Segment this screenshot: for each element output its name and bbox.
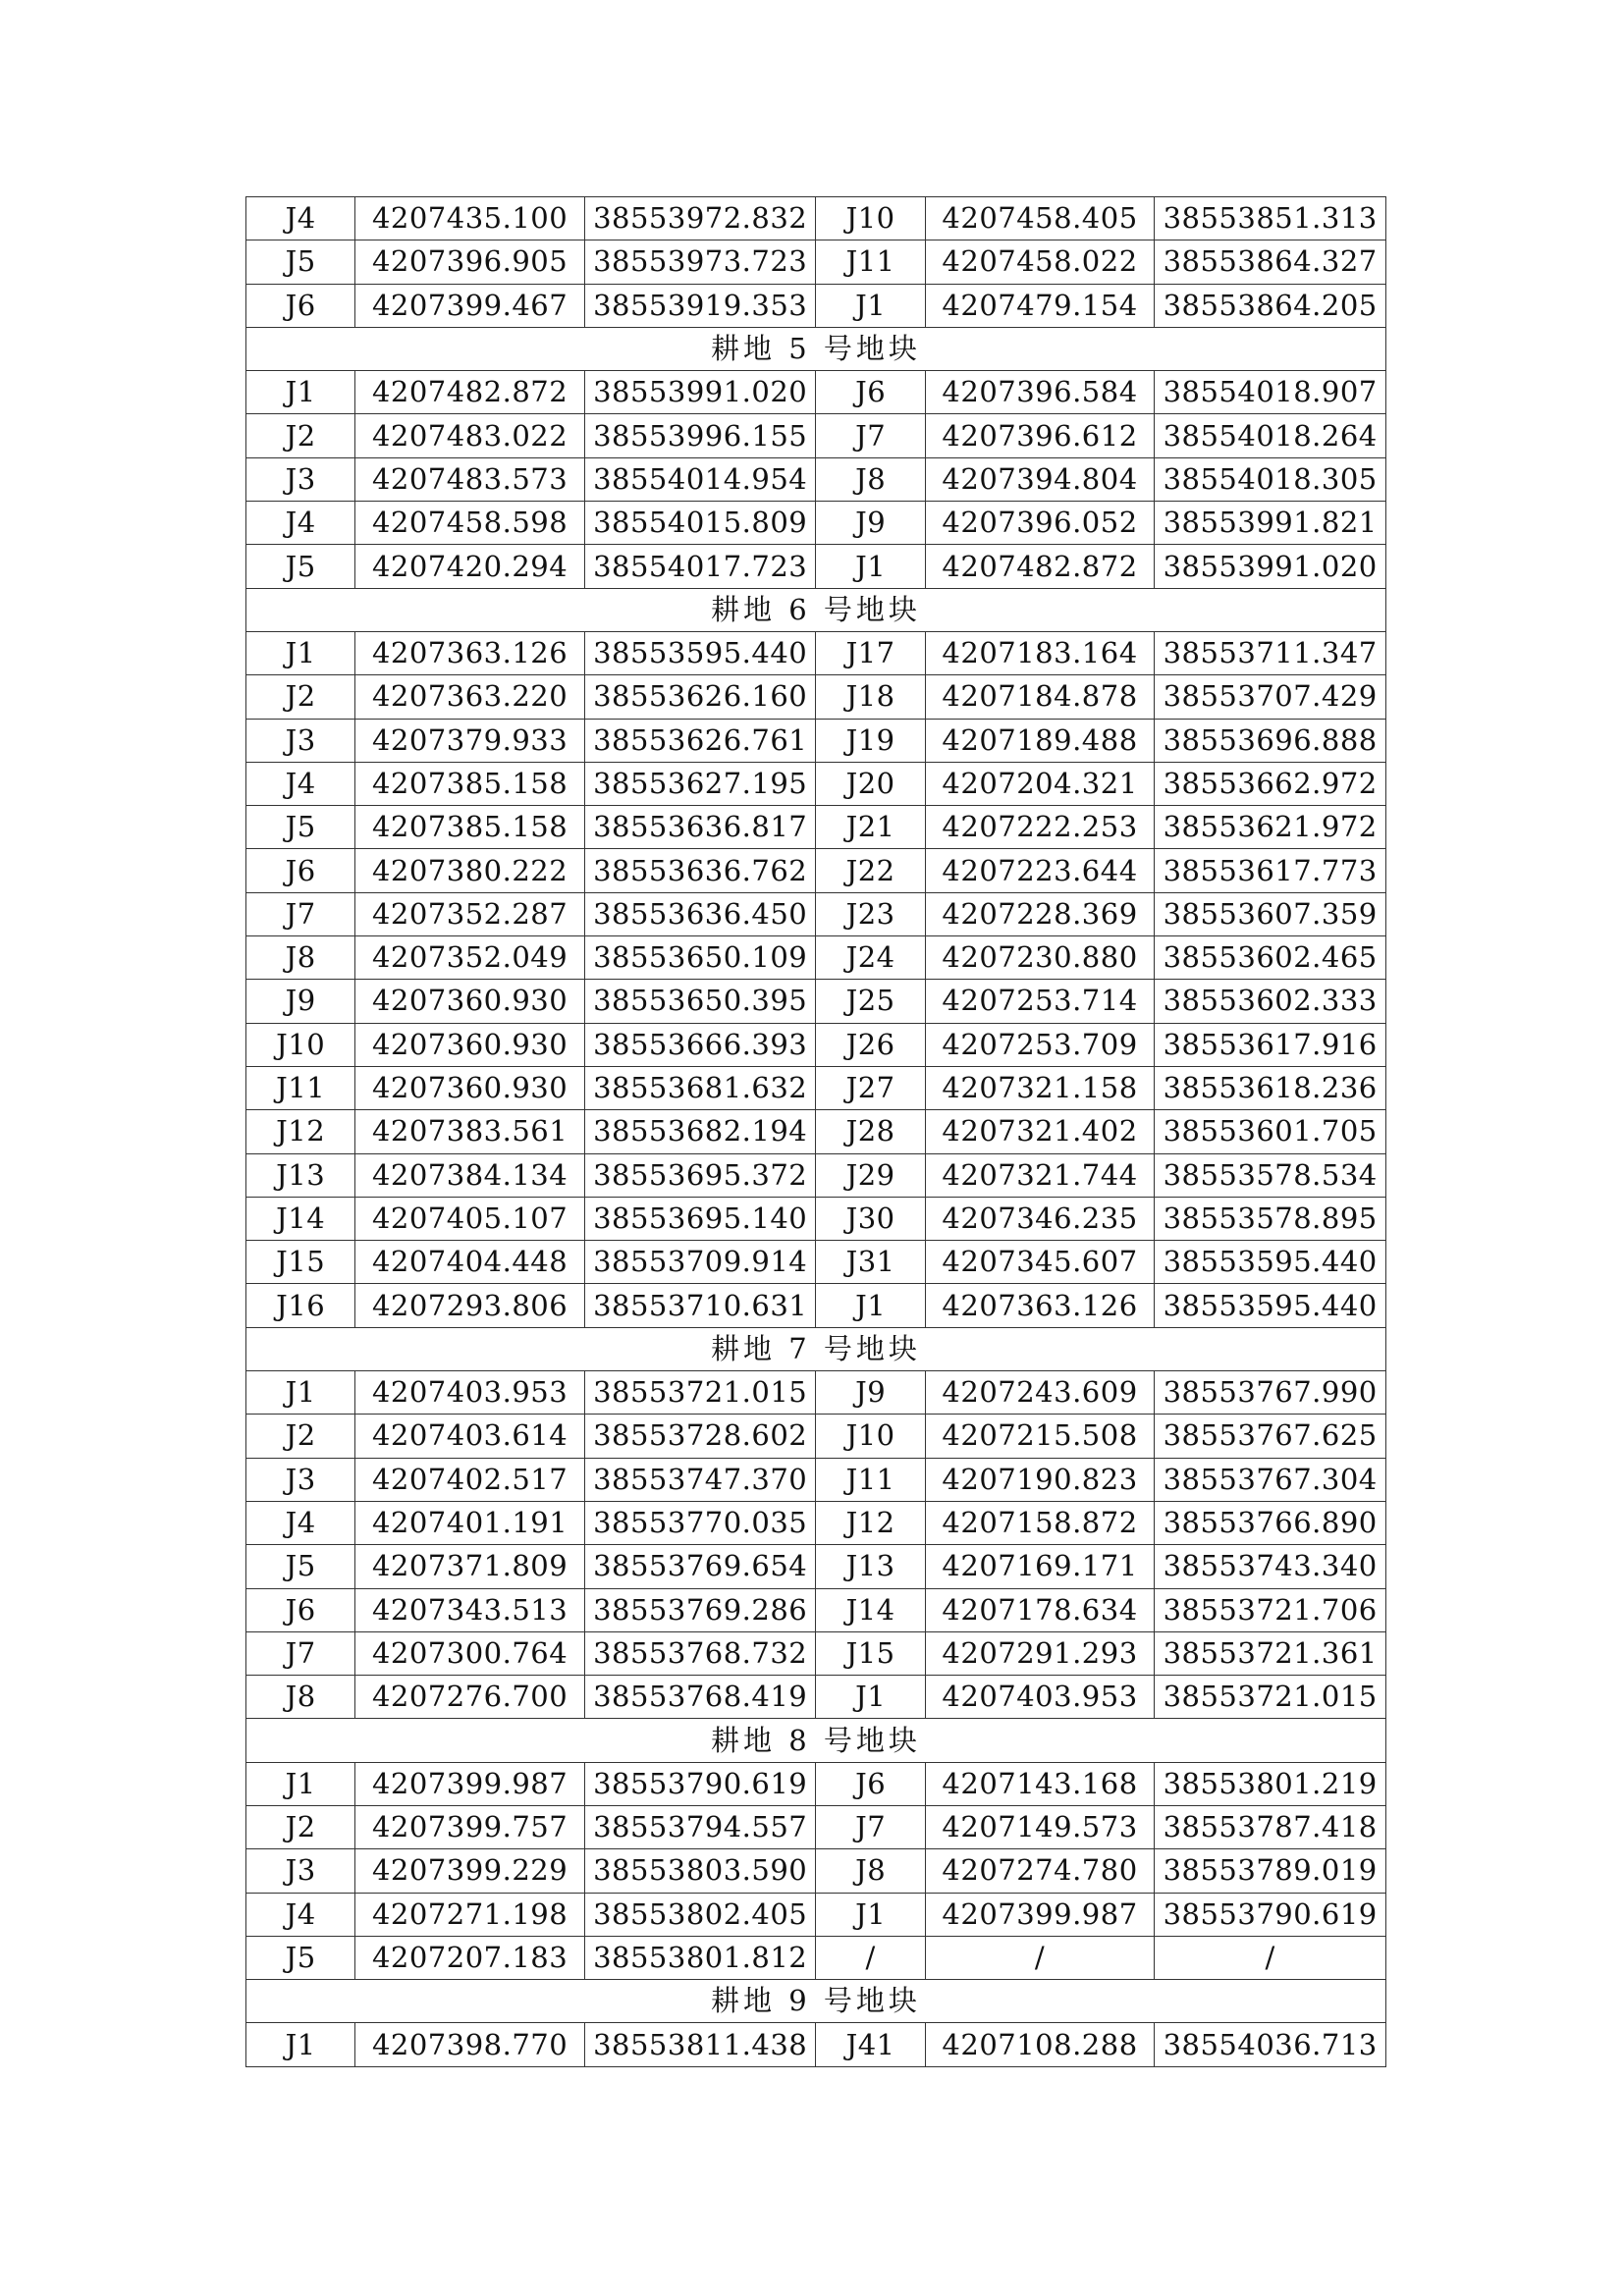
y-coordinate-cell: 38553595.440	[1155, 1284, 1386, 1327]
point-id-cell: J24	[816, 936, 925, 980]
y-coordinate-cell: 38553768.419	[584, 1676, 816, 1719]
y-coordinate-cell: 38553662.972	[1155, 762, 1386, 805]
table-row	[246, 2023, 1386, 2066]
point-id-cell: J27	[816, 1066, 925, 1109]
section-title: 耕地 9 号地块	[246, 1980, 1386, 2023]
y-coordinate-cell: 38553721.706	[1155, 1588, 1386, 1631]
point-id-cell: J30	[816, 1197, 925, 1240]
x-coordinate-cell: 4207360.930	[355, 1023, 585, 1066]
point-id-cell: J28	[816, 1110, 925, 1153]
y-coordinate-cell: 38553802.405	[584, 1893, 816, 1936]
point-id-cell: J13	[816, 1545, 925, 1588]
table-row	[246, 284, 1386, 327]
x-coordinate-cell: 4207371.809	[355, 1545, 585, 1588]
x-coordinate-cell: 4207396.052	[925, 502, 1155, 545]
x-coordinate-cell: 4207178.634	[925, 1588, 1155, 1631]
table-row	[246, 806, 1386, 849]
x-coordinate-cell: 4207183.164	[925, 631, 1155, 674]
table-row	[246, 1153, 1386, 1197]
y-coordinate-cell: 38553972.832	[584, 197, 816, 240]
x-coordinate-cell: 4207396.905	[355, 240, 585, 284]
point-id-cell: J10	[246, 1023, 355, 1066]
point-id-cell: J6	[246, 849, 355, 892]
y-coordinate-cell: 38554017.723	[584, 545, 816, 588]
point-id-cell: J41	[816, 2023, 925, 2066]
y-coordinate-cell: 38553794.557	[584, 1805, 816, 1848]
table-row	[246, 719, 1386, 762]
y-coordinate-cell: 38553991.020	[1155, 545, 1386, 588]
y-coordinate-cell: 38553636.817	[584, 806, 816, 849]
x-coordinate-cell: 4207403.953	[355, 1371, 585, 1415]
point-id-cell: J7	[816, 414, 925, 457]
point-id-cell: J14	[816, 1588, 925, 1631]
x-coordinate-cell: 4207458.598	[355, 502, 585, 545]
y-coordinate-cell: 38553650.395	[584, 980, 816, 1023]
point-id-cell: J14	[246, 1197, 355, 1240]
y-coordinate-cell: 38553767.625	[1155, 1415, 1386, 1458]
point-id-cell: J21	[816, 806, 925, 849]
y-coordinate-cell: 38553682.194	[584, 1110, 816, 1153]
point-id-cell: J4	[246, 762, 355, 805]
y-coordinate-cell: 38553991.020	[584, 371, 816, 414]
point-id-cell: J17	[816, 631, 925, 674]
x-coordinate-cell: 4207383.561	[355, 1110, 585, 1153]
table-row	[246, 240, 1386, 284]
point-id-cell: J1	[246, 1762, 355, 1805]
x-coordinate-cell: 4207223.644	[925, 849, 1155, 892]
x-coordinate-cell: 4207230.880	[925, 936, 1155, 980]
table-row	[246, 1066, 1386, 1109]
point-id-cell: J22	[816, 849, 925, 892]
x-coordinate-cell: 4207215.508	[925, 1415, 1155, 1458]
point-id-cell: J3	[246, 457, 355, 501]
section-header-row	[246, 588, 1386, 631]
x-coordinate-cell: 4207360.930	[355, 1066, 585, 1109]
x-coordinate-cell: 4207271.198	[355, 1893, 585, 1936]
point-id-cell: J16	[246, 1284, 355, 1327]
point-id-cell: J1	[816, 1284, 925, 1327]
y-coordinate-cell: 38553769.654	[584, 1545, 816, 1588]
y-coordinate-cell: 38553578.534	[1155, 1153, 1386, 1197]
y-coordinate-cell: 38553789.019	[1155, 1849, 1386, 1893]
point-id-cell: J4	[246, 197, 355, 240]
y-coordinate-cell: 38553602.465	[1155, 936, 1386, 980]
x-coordinate-cell: 4207300.764	[355, 1631, 585, 1675]
y-coordinate-cell: 38553728.602	[584, 1415, 816, 1458]
point-id-cell: J31	[816, 1241, 925, 1284]
y-coordinate-cell: 38553768.732	[584, 1631, 816, 1675]
point-id-cell: J11	[246, 1066, 355, 1109]
point-id-cell: J11	[816, 1458, 925, 1501]
x-coordinate-cell: 4207458.405	[925, 197, 1155, 240]
x-coordinate-cell: 4207399.757	[355, 1805, 585, 1848]
point-id-cell: J23	[816, 892, 925, 935]
y-coordinate-cell: 38553595.440	[1155, 1241, 1386, 1284]
y-coordinate-cell: 38553747.370	[584, 1458, 816, 1501]
y-coordinate-cell: 38553919.353	[584, 284, 816, 327]
table-row	[246, 1415, 1386, 1458]
table-row	[246, 1893, 1386, 1936]
x-coordinate-cell: 4207403.953	[925, 1676, 1155, 1719]
point-id-cell: J1	[816, 1676, 925, 1719]
x-coordinate-cell: /	[925, 1936, 1155, 1979]
y-coordinate-cell: 38553787.418	[1155, 1805, 1386, 1848]
y-coordinate-cell: 38554018.907	[1155, 371, 1386, 414]
point-id-cell: J5	[246, 806, 355, 849]
y-coordinate-cell: 38553864.327	[1155, 240, 1386, 284]
point-id-cell: J11	[816, 240, 925, 284]
x-coordinate-cell: 4207276.700	[355, 1676, 585, 1719]
point-id-cell: J26	[816, 1023, 925, 1066]
table-row	[246, 545, 1386, 588]
x-coordinate-cell: 4207394.804	[925, 457, 1155, 501]
y-coordinate-cell: 38553801.812	[584, 1936, 816, 1979]
point-id-cell: J1	[246, 2023, 355, 2066]
section-title: 耕地 8 号地块	[246, 1719, 1386, 1762]
y-coordinate-cell: 38553595.440	[584, 631, 816, 674]
point-id-cell: J6	[246, 284, 355, 327]
x-coordinate-cell: 4207293.806	[355, 1284, 585, 1327]
y-coordinate-cell: 38553601.705	[1155, 1110, 1386, 1153]
x-coordinate-cell: 4207399.229	[355, 1849, 585, 1893]
section-header-row	[246, 1327, 1386, 1370]
x-coordinate-cell: 4207405.107	[355, 1197, 585, 1240]
point-id-cell: J10	[816, 197, 925, 240]
x-coordinate-cell: 4207321.402	[925, 1110, 1155, 1153]
point-id-cell: J1	[816, 1893, 925, 1936]
section-header-row	[246, 327, 1386, 370]
point-id-cell: J2	[246, 1805, 355, 1848]
x-coordinate-cell: 4207384.134	[355, 1153, 585, 1197]
point-id-cell: J15	[816, 1631, 925, 1675]
table-row	[246, 1197, 1386, 1240]
point-id-cell: J9	[816, 502, 925, 545]
y-coordinate-cell: 38553636.762	[584, 849, 816, 892]
x-coordinate-cell: 4207458.022	[925, 240, 1155, 284]
y-coordinate-cell: 38553709.914	[584, 1241, 816, 1284]
y-coordinate-cell: 38553721.015	[584, 1371, 816, 1415]
y-coordinate-cell: 38553578.895	[1155, 1197, 1386, 1240]
table-row	[246, 1458, 1386, 1501]
point-id-cell: J6	[816, 1762, 925, 1805]
y-coordinate-cell: 38554014.954	[584, 457, 816, 501]
table-row	[246, 1023, 1386, 1066]
table-row	[246, 892, 1386, 935]
point-id-cell: J4	[246, 1893, 355, 1936]
coordinate-table-body	[246, 197, 1386, 2067]
x-coordinate-cell: 4207291.293	[925, 1631, 1155, 1675]
x-coordinate-cell: 4207169.171	[925, 1545, 1155, 1588]
table-row	[246, 1936, 1386, 1979]
y-coordinate-cell: 38553695.372	[584, 1153, 816, 1197]
point-id-cell: J2	[246, 414, 355, 457]
point-id-cell: J3	[246, 1849, 355, 1893]
table-row	[246, 1588, 1386, 1631]
section-header-row	[246, 1719, 1386, 1762]
y-coordinate-cell: 38553681.632	[584, 1066, 816, 1109]
x-coordinate-cell: 4207321.744	[925, 1153, 1155, 1197]
y-coordinate-cell: 38553721.015	[1155, 1676, 1386, 1719]
point-id-cell: J3	[246, 719, 355, 762]
y-coordinate-cell: 38553811.438	[584, 2023, 816, 2066]
x-coordinate-cell: 4207483.022	[355, 414, 585, 457]
section-header-row	[246, 1980, 1386, 2023]
point-id-cell: J2	[246, 1415, 355, 1458]
y-coordinate-cell: 38554015.809	[584, 502, 816, 545]
y-coordinate-cell: 38553790.619	[1155, 1893, 1386, 1936]
x-coordinate-cell: 4207399.987	[925, 1893, 1155, 1936]
y-coordinate-cell: 38553607.359	[1155, 892, 1386, 935]
y-coordinate-cell: 38553696.888	[1155, 719, 1386, 762]
y-coordinate-cell: 38553707.429	[1155, 675, 1386, 719]
point-id-cell: J13	[246, 1153, 355, 1197]
x-coordinate-cell: 4207190.823	[925, 1458, 1155, 1501]
y-coordinate-cell: 38553710.631	[584, 1284, 816, 1327]
point-id-cell: J10	[816, 1415, 925, 1458]
x-coordinate-cell: 4207399.467	[355, 284, 585, 327]
y-coordinate-cell: 38553864.205	[1155, 284, 1386, 327]
point-id-cell: J12	[246, 1110, 355, 1153]
x-coordinate-cell: 4207204.321	[925, 762, 1155, 805]
point-id-cell: J9	[246, 980, 355, 1023]
y-coordinate-cell: 38553650.109	[584, 936, 816, 980]
point-id-cell: J1	[816, 545, 925, 588]
x-coordinate-cell: 4207385.158	[355, 762, 585, 805]
y-coordinate-cell: /	[1155, 1936, 1386, 1979]
x-coordinate-cell: 4207420.294	[355, 545, 585, 588]
x-coordinate-cell: 4207143.168	[925, 1762, 1155, 1805]
table-row	[246, 414, 1386, 457]
point-id-cell: J7	[246, 1631, 355, 1675]
point-id-cell: J5	[246, 545, 355, 588]
point-id-cell: J8	[246, 936, 355, 980]
y-coordinate-cell: 38553770.035	[584, 1501, 816, 1544]
point-id-cell: J4	[246, 502, 355, 545]
y-coordinate-cell: 38553790.619	[584, 1762, 816, 1805]
x-coordinate-cell: 4207243.609	[925, 1371, 1155, 1415]
x-coordinate-cell: 4207228.369	[925, 892, 1155, 935]
table-row	[246, 1676, 1386, 1719]
table-row	[246, 502, 1386, 545]
table-row	[246, 762, 1386, 805]
y-coordinate-cell: 38553743.340	[1155, 1545, 1386, 1588]
y-coordinate-cell: 38553851.313	[1155, 197, 1386, 240]
table-row	[246, 1545, 1386, 1588]
table-row	[246, 371, 1386, 414]
table-row	[246, 1501, 1386, 1544]
point-id-cell: J8	[246, 1676, 355, 1719]
y-coordinate-cell: 38553636.450	[584, 892, 816, 935]
y-coordinate-cell: 38553769.286	[584, 1588, 816, 1631]
point-id-cell: J19	[816, 719, 925, 762]
y-coordinate-cell: 38553617.773	[1155, 849, 1386, 892]
x-coordinate-cell: 4207482.872	[925, 545, 1155, 588]
x-coordinate-cell: 4207149.573	[925, 1805, 1155, 1848]
y-coordinate-cell: 38553991.821	[1155, 502, 1386, 545]
x-coordinate-cell: 4207479.154	[925, 284, 1155, 327]
point-id-cell: J1	[246, 371, 355, 414]
y-coordinate-cell: 38553626.160	[584, 675, 816, 719]
x-coordinate-cell: 4207346.235	[925, 1197, 1155, 1240]
x-coordinate-cell: 4207253.709	[925, 1023, 1155, 1066]
table-row	[246, 457, 1386, 501]
x-coordinate-cell: 4207435.100	[355, 197, 585, 240]
point-id-cell: J1	[246, 631, 355, 674]
x-coordinate-cell: 4207482.872	[355, 371, 585, 414]
table-row	[246, 1241, 1386, 1284]
section-title: 耕地 7 号地块	[246, 1327, 1386, 1370]
point-id-cell: J5	[246, 1545, 355, 1588]
x-coordinate-cell: 4207396.584	[925, 371, 1155, 414]
x-coordinate-cell: 4207399.987	[355, 1762, 585, 1805]
y-coordinate-cell: 38553626.761	[584, 719, 816, 762]
point-id-cell: J12	[816, 1501, 925, 1544]
y-coordinate-cell: 38554018.305	[1155, 457, 1386, 501]
point-id-cell: J4	[246, 1501, 355, 1544]
x-coordinate-cell: 4207398.770	[355, 2023, 585, 2066]
y-coordinate-cell: 38553721.361	[1155, 1631, 1386, 1675]
section-title: 耕地 6 号地块	[246, 588, 1386, 631]
coordinate-table	[245, 196, 1386, 2067]
y-coordinate-cell: 38553617.916	[1155, 1023, 1386, 1066]
y-coordinate-cell: 38554018.264	[1155, 414, 1386, 457]
table-row	[246, 1110, 1386, 1153]
y-coordinate-cell: 38553803.590	[584, 1849, 816, 1893]
y-coordinate-cell: 38553666.393	[584, 1023, 816, 1066]
table-row	[246, 1284, 1386, 1327]
point-id-cell: J8	[816, 457, 925, 501]
x-coordinate-cell: 4207401.191	[355, 1501, 585, 1544]
x-coordinate-cell: 4207274.780	[925, 1849, 1155, 1893]
y-coordinate-cell: 38553695.140	[584, 1197, 816, 1240]
x-coordinate-cell: 4207352.287	[355, 892, 585, 935]
point-id-cell: J29	[816, 1153, 925, 1197]
y-coordinate-cell: 38554036.713	[1155, 2023, 1386, 2066]
table-row	[246, 631, 1386, 674]
y-coordinate-cell: 38553801.219	[1155, 1762, 1386, 1805]
y-coordinate-cell: 38553767.990	[1155, 1371, 1386, 1415]
x-coordinate-cell: 4207403.614	[355, 1415, 585, 1458]
x-coordinate-cell: 4207363.126	[925, 1284, 1155, 1327]
y-coordinate-cell: 38553602.333	[1155, 980, 1386, 1023]
point-id-cell: J3	[246, 1458, 355, 1501]
y-coordinate-cell: 38553973.723	[584, 240, 816, 284]
x-coordinate-cell: 4207108.288	[925, 2023, 1155, 2066]
y-coordinate-cell: 38553996.155	[584, 414, 816, 457]
point-id-cell: J6	[816, 371, 925, 414]
point-id-cell: J18	[816, 675, 925, 719]
x-coordinate-cell: 4207363.126	[355, 631, 585, 674]
table-row	[246, 849, 1386, 892]
x-coordinate-cell: 4207402.517	[355, 1458, 585, 1501]
x-coordinate-cell: 4207207.183	[355, 1936, 585, 1979]
y-coordinate-cell: 38553766.890	[1155, 1501, 1386, 1544]
point-id-cell: J25	[816, 980, 925, 1023]
x-coordinate-cell: 4207184.878	[925, 675, 1155, 719]
table-row	[246, 675, 1386, 719]
x-coordinate-cell: 4207396.612	[925, 414, 1155, 457]
point-id-cell: J2	[246, 675, 355, 719]
x-coordinate-cell: 4207253.714	[925, 980, 1155, 1023]
x-coordinate-cell: 4207222.253	[925, 806, 1155, 849]
y-coordinate-cell: 38553711.347	[1155, 631, 1386, 674]
point-id-cell: J7	[816, 1805, 925, 1848]
y-coordinate-cell: 38553627.195	[584, 762, 816, 805]
x-coordinate-cell: 4207189.488	[925, 719, 1155, 762]
x-coordinate-cell: 4207385.158	[355, 806, 585, 849]
x-coordinate-cell: 4207363.220	[355, 675, 585, 719]
table-row	[246, 936, 1386, 980]
point-id-cell: J6	[246, 1588, 355, 1631]
y-coordinate-cell: 38553621.972	[1155, 806, 1386, 849]
y-coordinate-cell: 38553618.236	[1155, 1066, 1386, 1109]
point-id-cell: J15	[246, 1241, 355, 1284]
point-id-cell: J20	[816, 762, 925, 805]
point-id-cell: J1	[816, 284, 925, 327]
table-row	[246, 197, 1386, 240]
x-coordinate-cell: 4207343.513	[355, 1588, 585, 1631]
point-id-cell: J5	[246, 1936, 355, 1979]
point-id-cell: J7	[246, 892, 355, 935]
table-row	[246, 980, 1386, 1023]
x-coordinate-cell: 4207483.573	[355, 457, 585, 501]
y-coordinate-cell: 38553767.304	[1155, 1458, 1386, 1501]
table-row	[246, 1371, 1386, 1415]
x-coordinate-cell: 4207360.930	[355, 980, 585, 1023]
x-coordinate-cell: 4207158.872	[925, 1501, 1155, 1544]
x-coordinate-cell: 4207379.933	[355, 719, 585, 762]
x-coordinate-cell: 4207345.607	[925, 1241, 1155, 1284]
point-id-cell: J9	[816, 1371, 925, 1415]
point-id-cell: J8	[816, 1849, 925, 1893]
point-id-cell: J5	[246, 240, 355, 284]
table-row	[246, 1631, 1386, 1675]
table-row	[246, 1849, 1386, 1893]
table-row	[246, 1805, 1386, 1848]
x-coordinate-cell: 4207404.448	[355, 1241, 585, 1284]
x-coordinate-cell: 4207352.049	[355, 936, 585, 980]
point-id-cell: J1	[246, 1371, 355, 1415]
section-title: 耕地 5 号地块	[246, 327, 1386, 370]
x-coordinate-cell: 4207321.158	[925, 1066, 1155, 1109]
x-coordinate-cell: 4207380.222	[355, 849, 585, 892]
table-row	[246, 1762, 1386, 1805]
point-id-cell: /	[816, 1936, 925, 1979]
